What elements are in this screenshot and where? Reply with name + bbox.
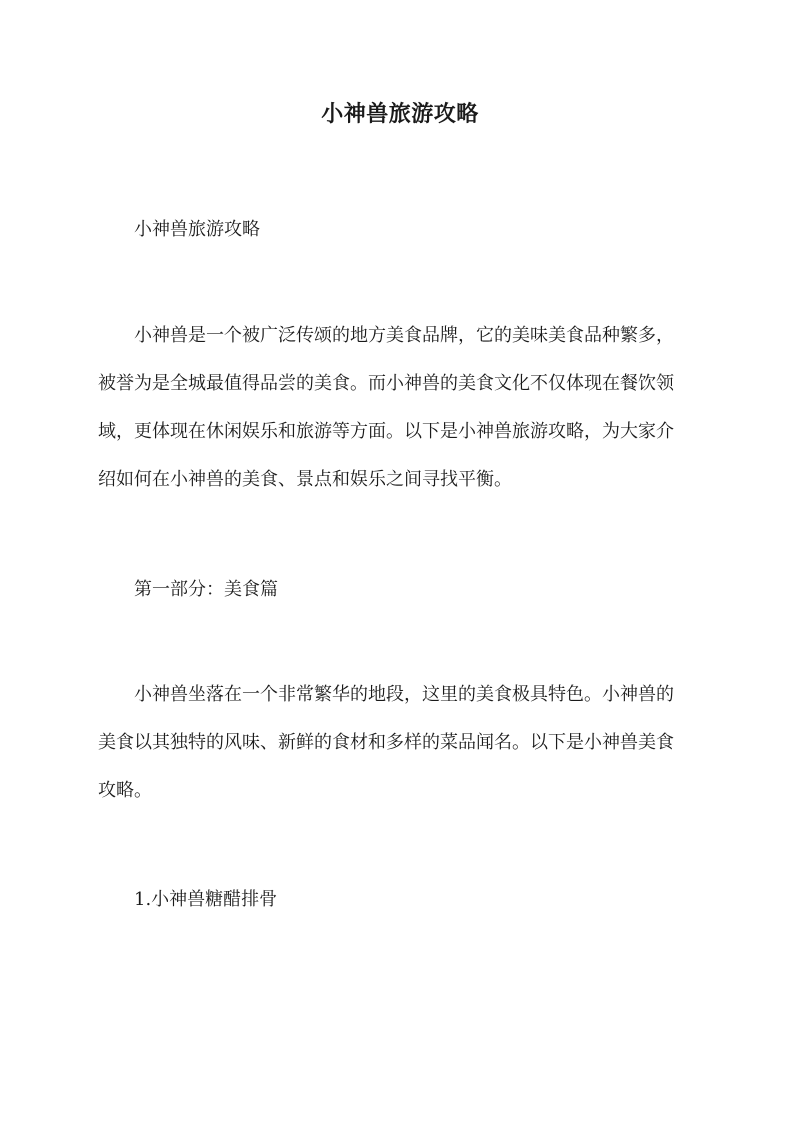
intro-line-3: 域，更体现在休闲娱乐和旅游等方面。以下是小神兽旅游攻略，为大家介 bbox=[98, 421, 674, 442]
intro-line-4: 绍如何在小神兽的美食、景点和娱乐之间寻找平衡。 bbox=[98, 469, 512, 490]
section1-line-1: 小神兽坐落在一个非常繁华的地段，这里的美食极具特色。小神兽的 bbox=[134, 684, 674, 705]
list-item-1: 1.小神兽糖醋排骨 bbox=[134, 889, 278, 910]
intro-line-1: 小神兽是一个被广泛传颂的地方美食品牌，它的美味美食品种繁多， bbox=[134, 325, 674, 346]
section1-line-2: 美食以其独特的风味、新鲜的食材和多样的菜品闻名。以下是小神兽美食 bbox=[98, 732, 674, 753]
subtitle: 小神兽旅游攻略 bbox=[134, 219, 260, 240]
section-heading-food: 第一部分：美食篇 bbox=[134, 579, 278, 600]
intro-line-2: 被誉为是全城最值得品尝的美食。而小神兽的美食文化不仅体现在餐饮领 bbox=[98, 373, 674, 394]
document-title: 小神兽旅游攻略 bbox=[321, 101, 479, 127]
section1-line-3: 攻略。 bbox=[98, 780, 152, 801]
